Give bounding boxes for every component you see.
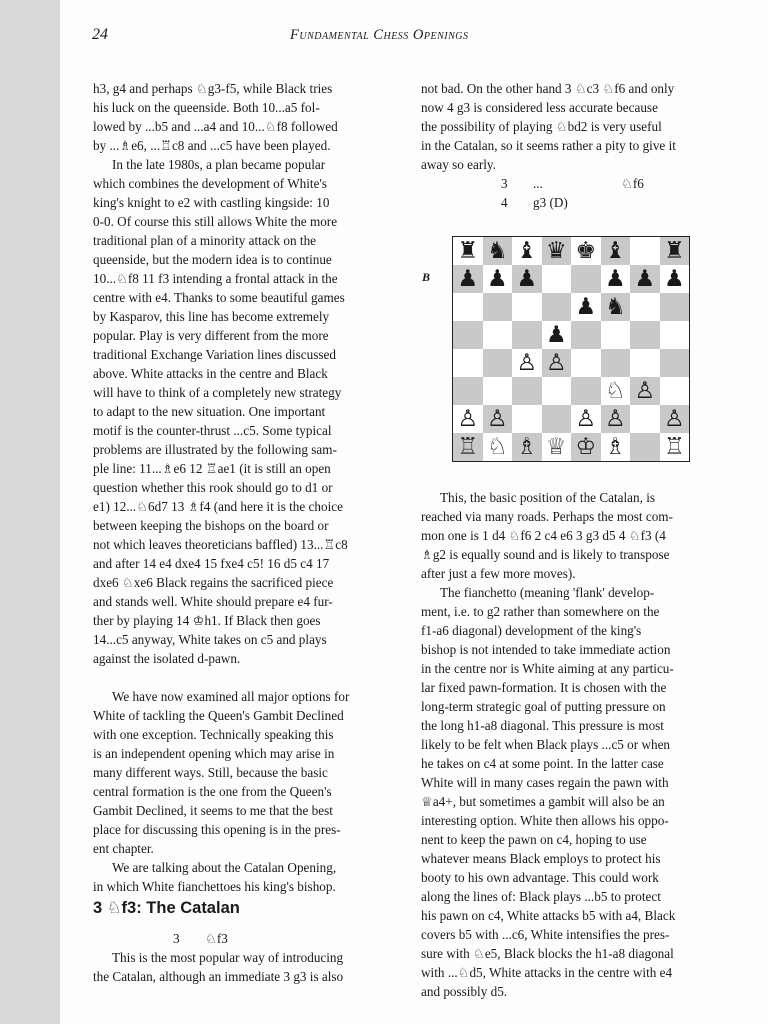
text-line: with ...♘d5, White attacks in the centre with e4: [421, 965, 673, 980]
text-line: along the lines of: Black plays ...b5 to protect: [421, 889, 661, 904]
board-square: [660, 293, 690, 321]
text-line: is an independent opening which may arise in: [93, 746, 335, 761]
board-square: [571, 377, 601, 405]
text-line: question whether this rook should go to d1 or: [93, 480, 333, 495]
text-line: place for discussing this opening is in the pres-: [93, 822, 341, 837]
text-line: likely to be felt when Black plays ...c5 or when: [421, 737, 671, 752]
text-line: ♗g2 is equally sound and is likely to transpose: [421, 547, 670, 562]
board-square: ♘: [601, 377, 631, 405]
board-square: ♗: [512, 433, 542, 461]
text-line: ent chapter.: [93, 841, 154, 856]
board-square: ♙: [483, 405, 513, 433]
section-title: 3 ♘f3: The Catalan: [93, 899, 240, 917]
board-square: [630, 433, 660, 461]
text-line: 0-0. Of course this still allows White the more: [93, 214, 338, 229]
board-square: [660, 321, 690, 349]
text-line: nent to keep the pawn on c4, hoping to use: [421, 832, 647, 847]
board-square: ♙: [453, 405, 483, 433]
board-square: ♔: [571, 433, 601, 461]
chess-board: [452, 236, 690, 462]
text-line: after just a few more moves).: [421, 566, 576, 581]
text-line: against the isolated d-pawn.: [93, 651, 241, 666]
board-square: ♞: [483, 237, 513, 265]
text-line: ther by playing 14 ♔h1. If Black then goes: [93, 613, 321, 628]
text-line: not which leaves theoreticians baffled) 13...♖c8: [93, 537, 348, 552]
text-line: In the late 1980s, a plan became popular: [112, 157, 326, 172]
text-line: lowed by ...b5 and ...a4 and 10...♘f8 followed: [93, 119, 338, 134]
text-line: The fianchetto (meaning 'flank' develop-: [440, 585, 655, 600]
board-square: ♟: [512, 265, 542, 293]
move-white: ...: [533, 176, 543, 191]
board-square: ♜: [453, 237, 483, 265]
board-square: [630, 293, 660, 321]
text-line: above. White attacks in the centre and Black: [93, 366, 328, 381]
text-line: by ...♗e6, ...♖c8 and ...c5 have been played.: [93, 138, 331, 153]
text-line: This, the basic position of the Catalan, is: [440, 490, 655, 505]
board-square: [660, 377, 690, 405]
text-line: bishop is not intended to take immediate action: [421, 642, 671, 657]
board-square: [571, 349, 601, 377]
move-num: 3: [501, 176, 508, 191]
text-line: in the centre nor is White aiming at any particu-: [421, 661, 674, 676]
text-line: away so early.: [421, 157, 496, 172]
board-square: [453, 321, 483, 349]
right-column-bottom: [421, 488, 751, 1001]
text-line: interesting option. White then allows his oppo-: [421, 813, 669, 828]
board-square: [453, 293, 483, 321]
text-line: booty to his own advantage. This could work: [421, 870, 659, 885]
board-square: ♙: [512, 349, 542, 377]
board-square: [483, 321, 513, 349]
text-line: traditional Exchange Variation lines discussed: [93, 347, 336, 362]
text-line: whatever means Black employs to protect his: [421, 851, 661, 866]
board-square: ♟: [601, 265, 631, 293]
board-square: [542, 265, 572, 293]
text-line: e1) 12...♘6d7 13 ♗f4 (and here it is the choice: [93, 499, 343, 514]
text-line: the long h1-a8 diagonal. This pressure is most: [421, 718, 664, 733]
board-square: ♟: [542, 321, 572, 349]
move-line: [93, 929, 399, 948]
move-text: ♘f3: [205, 931, 228, 946]
move-line: [421, 193, 751, 212]
text-line: and possibly d5.: [421, 984, 508, 999]
text-line: not bad. On the other hand 3 ♘c3 ♘f6 and only: [421, 81, 675, 96]
text-line: he takes on c4 at some point. In the latter case: [421, 756, 664, 771]
board-square: [630, 321, 660, 349]
board-square: ♙: [630, 377, 660, 405]
board-square: ♟: [571, 293, 601, 321]
move-line: [421, 174, 751, 193]
text-line: central formation is the one from the Queen's: [93, 784, 332, 799]
board-square: ♜: [660, 237, 690, 265]
text-line: which combines the development of White's: [93, 176, 327, 191]
text-line: h3, g4 and perhaps ♘g3-f5, while Black tries: [93, 81, 333, 96]
board-square: [483, 293, 513, 321]
board-square: [601, 349, 631, 377]
board-square: ♘: [483, 433, 513, 461]
text-line: 14...c5 anyway, White takes on c5 and plays: [93, 632, 327, 647]
board-square: [512, 377, 542, 405]
text-line: his pawn on c4, White attacks b5 with a4, Black: [421, 908, 676, 923]
board-square: [542, 405, 572, 433]
text-line: traditional plan of a minority attack on the: [93, 233, 317, 248]
text-line: [93, 668, 399, 687]
text-line: and stands well. White should prepare e4 fur-: [93, 594, 333, 609]
text-line: White will in many cases regain the pawn with: [421, 775, 669, 790]
board-square: [601, 321, 631, 349]
text-line: king's knight to e2 with castling kingside: 10: [93, 195, 330, 210]
text-line: sure with ♘e5, Black blocks the h1-a8 diagonal: [421, 946, 674, 961]
board-square: [483, 349, 513, 377]
text-line: with one exception. Technically speaking this: [93, 727, 334, 742]
text-line: to adapt to the new situation. One important: [93, 404, 326, 419]
board-square: [512, 293, 542, 321]
move-num: 4: [501, 195, 508, 210]
text-line: problems are illustrated by the following sam-: [93, 442, 337, 457]
text-line: ple line: 11...♗e6 12 ♖ae1 (it is still an open: [93, 461, 331, 476]
text-line: White of tackling the Queen's Gambit Declined: [93, 708, 344, 723]
text-line: queenside, but the modern idea is to continue: [93, 252, 332, 267]
board-square: ♙: [660, 405, 690, 433]
text-line: motif is the counter-thrust ...c5. Some typical: [93, 423, 332, 438]
text-line: ment, i.e. to g2 rather than somewhere on the: [421, 604, 660, 619]
text-line: f1-a6 diagonal) development of the king's: [421, 623, 642, 638]
text-line: We are talking about the Catalan Opening,: [112, 860, 337, 875]
board-square: [512, 321, 542, 349]
board-square: ♗: [601, 433, 631, 461]
text-line: popular. Play is very different from the more: [93, 328, 329, 343]
board-square: ♞: [601, 293, 631, 321]
board-square: [453, 377, 483, 405]
right-column-top: [421, 79, 751, 212]
board-square: ♟: [483, 265, 513, 293]
board-square: ♙: [601, 405, 631, 433]
board-square: [542, 377, 572, 405]
text-line: in the Catalan, so it seems rather a pity to give it: [421, 138, 676, 153]
board-square: ♝: [512, 237, 542, 265]
board-square: ♟: [660, 265, 690, 293]
board-square: ♝: [601, 237, 631, 265]
board-square: [453, 349, 483, 377]
text-line: the Catalan, although an immediate 3 g3 is also: [93, 969, 344, 984]
page-number: 24: [92, 26, 108, 43]
text-line: We have now examined all major options for: [112, 689, 350, 704]
board-square: ♕: [542, 433, 572, 461]
text-line: by Kasparov, this line has become extremely: [93, 309, 330, 324]
board-square: [571, 321, 601, 349]
board-square: ♙: [542, 349, 572, 377]
running-head: Fundamental Chess Openings: [290, 27, 469, 43]
text-line: covers b5 with ...c6, White intensifies the pres-: [421, 927, 670, 942]
text-line: many different ways. Still, because the basic: [93, 765, 328, 780]
board-square: [483, 377, 513, 405]
text-line: and after 14 e4 dxe4 15 fxe4 c5! 16 d5 c4 17: [93, 556, 330, 571]
text-line: mon one is 1 d4 ♘f6 2 c4 e6 3 g3 d5 4 ♘f3 (4: [421, 528, 666, 543]
text-line: centre with e4. Thanks to some beautiful games: [93, 290, 345, 305]
board-square: ♛: [542, 237, 572, 265]
board-square: ♖: [453, 433, 483, 461]
text-line: ♕a4+, but sometimes a gambit will also be an: [421, 794, 665, 809]
board-square: [512, 405, 542, 433]
move-white: g3 (D): [533, 195, 568, 210]
text-line: reached via many roads. Perhaps the most com-: [421, 509, 673, 524]
chess-diagram: [422, 234, 722, 466]
side-to-move-label: B: [422, 270, 431, 284]
text-line: his luck on the queenside. Both 10...a5 fol-: [93, 100, 320, 115]
text-line: dxe6 ♘xe6 Black regains the sacrificed piece: [93, 575, 334, 590]
text-line: Gambit Declined, it seems to me that the best: [93, 803, 333, 818]
board-square: [630, 237, 660, 265]
board-square: [630, 349, 660, 377]
board-square: ♟: [453, 265, 483, 293]
board-square: [571, 265, 601, 293]
move-number: 3: [173, 931, 180, 946]
text-line: This is the most popular way of introducing: [112, 950, 344, 965]
text-line: between keeping the bishops on the board or: [93, 518, 329, 533]
text-line: in which White fianchettoes his king's bishop.: [93, 879, 336, 894]
left-column-bottom: [93, 929, 399, 986]
left-column: [93, 79, 399, 896]
text-line: 10...♘f8 11 f3 intending a frontal attack in the: [93, 271, 338, 286]
board-square: [630, 405, 660, 433]
board-square: ♙: [571, 405, 601, 433]
board-square: [660, 349, 690, 377]
book-page: [60, 0, 768, 1024]
text-line: now 4 g3 is considered less accurate because: [421, 100, 658, 115]
board-square: ♟: [630, 265, 660, 293]
text-line: long-term strategic goal of putting pressure on: [421, 699, 666, 714]
text-line: will have to think of a completely new strategy: [93, 385, 342, 400]
board-square: [542, 293, 572, 321]
text-line: lar fixed pawn-formation. It is chosen with the: [421, 680, 667, 695]
board-square: ♚: [571, 237, 601, 265]
move-black: ♘f6: [621, 176, 644, 191]
text-line: the possibility of playing ♘bd2 is very useful: [421, 119, 662, 134]
board-square: ♖: [660, 433, 690, 461]
